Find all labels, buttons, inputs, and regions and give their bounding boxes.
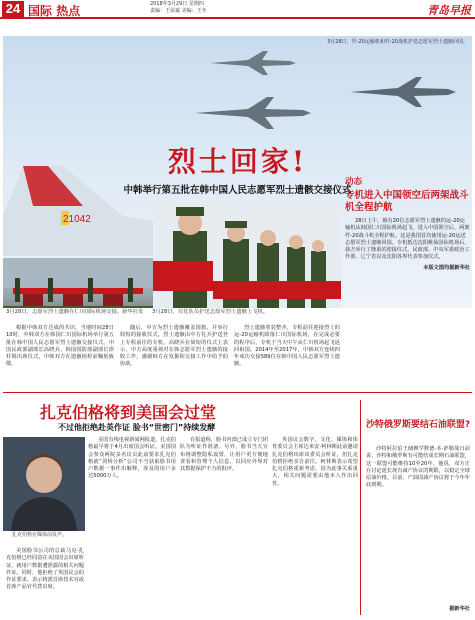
page-header	[0, 0, 475, 19]
photo-caption-middle: 3月28日，仪仗队员护送志愿军烈士遗骸上飞机。	[152, 309, 269, 315]
side-headline: 专机进入中国领空后两架战斗机全程护航	[345, 190, 469, 213]
zk-headline: 扎克伯格将到美国会过堂	[40, 403, 217, 422]
zk-article-column: 有报道称，脸书内部已成立专门团队为听证作准备。另外，脸书当天宣布将调整隐私设置，让用户更方便地查看和管理个人信息，以回应外界对其数据保护不力的批评。	[180, 437, 268, 473]
side-body: 28日上午，载有20位志愿军烈士遗骸的运-20运输机从韩国仁川国际机场起飞，进入中国领空后，两架歼-20战斗机全程护航。这是我国首次使用运-20运送志愿军烈士遗骸回国。专机抵达沈阳桃仙国际机场后，我方举行了隆重的迎接仪式。民政部、中央军委政治工作部、辽宁省以及沈阳各界代表参加仪式。	[345, 218, 470, 261]
section-label: 国际	[28, 4, 53, 18]
zk-article-column: 美国有线电视新闻网报道，扎克伯格最早将于4月出席国会听证。美国国会参众两院多名议员此前要求扎克伯格就“剑桥分析”公司不当获取脸书用户数据一事作出解释，涉及的用户多达5000万人。	[88, 437, 176, 480]
zk-subhead: 不过他拒绝赴英作证 脸书“世密门”持续发酵	[58, 423, 216, 432]
section-divider	[3, 392, 472, 393]
main-headline: 烈士回家!	[167, 145, 308, 178]
side-source: 本版文图均据新华社	[423, 264, 470, 271]
section-hot-label: 热点	[56, 4, 81, 18]
article-column: 根据中韩双方达成的共识，当地时间28日10时，中韩双方在韩国仁川国际机场举行第五批在韩中国人民志愿军烈士遗骸交接仪式。中国民政部副部长高晓兵、韩国国防部副部长徐柱锡出席仪式，中韩双方在遗骸棺椁前鞠躬致敬。	[6, 325, 114, 368]
ceremony-photo	[3, 258, 153, 308]
section-name	[28, 2, 80, 19]
fighter-jet-icon	[208, 50, 298, 76]
zk-article-column: 英国议会数字、文化、媒体和体育委员会主席达米安·柯林斯此前邀请扎克伯格出席该委员会听证，但扎克伯格拒绝亲自前往。柯林斯表示希望扎克伯格重新考虑，因为此事关系重大，相关问题需要由他本人作出回答。	[272, 437, 358, 487]
article-column: 随后，中方为烈士遗骸覆盖国旗，并举行简短的接收仪式。烈士遗骸由中方礼兵护送登上专程前往的专机。高晓兵在简短的仪式上表示，中方高度重视对在韩志愿军烈士遗骸的接收工作，感谢韩方在发掘和交接工作中给予的协助。	[120, 325, 228, 368]
sy-article-body: 沙特阿拉伯王储穆罕默德·本·萨勒曼日前说，沙特和俄罗斯有可能结成长期石油联盟，这一联盟可能维持10至20年。他说，双方正在讨论延长现有减产协议的期限，以稳定全球原油价格。目前，产油国减产协议将于今年年底到期。	[366, 446, 470, 489]
fighter-jet-icon	[348, 76, 458, 108]
zuckerberg-photo	[3, 437, 85, 531]
plane-number: 21042	[63, 214, 91, 225]
sy-source: 据新华社	[449, 606, 470, 612]
page-number: 24	[2, 1, 24, 17]
article-column: 烈士遗骸着装整齐，专程前往迎接烈士的运-20运输机降落仁川国际机场，在完成必要的程序后，专机于当天中午从仁川机场起飞返回祖国。2014年至2017年，中韩双方连续四年成功交接589位在韩中国人民志愿军烈士遗骸。	[234, 325, 340, 368]
masthead-logo: 青岛早报	[427, 4, 471, 17]
sy-headline: 沙特俄罗斯要结石油联盟?	[365, 420, 471, 430]
hero-caption: 3月28日，歼-20运输机和歼-20战机护送志愿军烈士遗骸回国。	[327, 39, 468, 45]
zk-photo-caption: 扎克伯格在媒体前发声。	[12, 532, 68, 538]
date-line: 2018年3月29日 星期四	[150, 1, 204, 7]
side-news-column	[345, 175, 470, 271]
main-subhead: 中韩举行第五批在韩中国人民志愿军烈士遗骸交接仪式	[123, 185, 352, 196]
zk-article-column: 美国脸书公司的总裁马克·扎克伯格已经同意在美国国会出席听证，就用户数据遭泄露的相关问题作证。同时，他拒绝了英国议会的作证要求，表示将派首席技术官或首席产品官代替出席。	[6, 548, 84, 591]
side-kicker: 动态	[345, 177, 363, 187]
editor-line: 责编：王荣斌 美编：王冬	[150, 8, 207, 14]
transport-plane-tail	[3, 156, 153, 256]
column-rule	[360, 400, 361, 615]
photo-caption-left: 3月28日，志愿军烈士遗骸在仁川国际机场交接。新华社发	[6, 309, 144, 315]
date-block	[150, 1, 207, 15]
honor-guard-photo	[153, 201, 341, 308]
fighter-jet-icon	[193, 96, 313, 130]
